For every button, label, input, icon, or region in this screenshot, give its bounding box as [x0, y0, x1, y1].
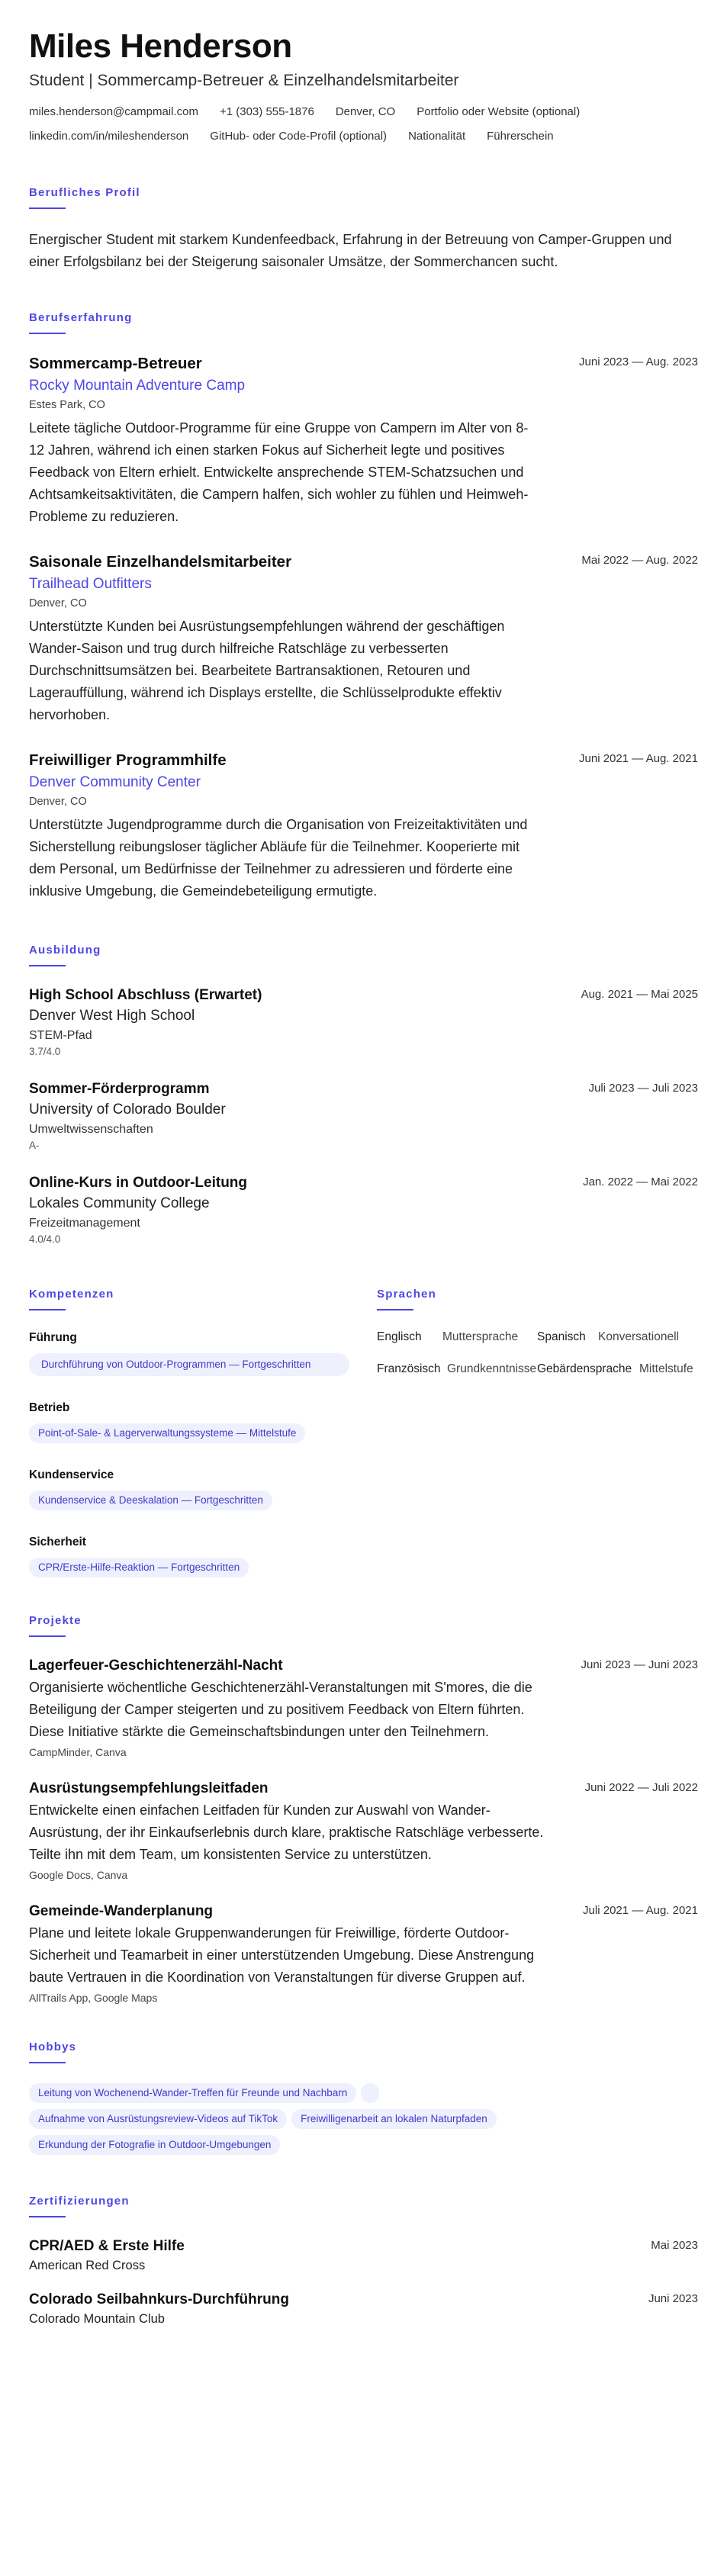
section-title: Zertifizierungen	[29, 2195, 130, 2208]
field-of-study: Freizeitmanagement	[29, 1217, 140, 1230]
certification-entry	[29, 2237, 698, 2274]
certification-issuer: Colorado Mountain Club	[29, 2312, 165, 2326]
education-date: Juli 2023 — Juli 2023	[588, 1082, 698, 1095]
project-date: Juni 2023 — Juni 2023	[581, 1658, 698, 1671]
projects-section	[29, 1614, 698, 2005]
certification-date: Mai 2023	[651, 2239, 698, 2252]
certification-entry	[29, 2291, 698, 2327]
job-date: Juni 2021 — Aug. 2021	[579, 752, 698, 765]
skill-category: Kundenservice	[29, 1468, 114, 1481]
hobby-chip: Erkundung der Fotografie in Outdoor-Umgebungen	[29, 2135, 280, 2155]
section-divider	[29, 2062, 66, 2063]
certification-date: Juni 2023	[648, 2292, 698, 2305]
experience-entry	[29, 751, 698, 902]
degree-title: Sommer-Förderprogramm	[29, 1081, 210, 1097]
education-entry	[29, 1080, 698, 1153]
section-divider	[29, 333, 66, 334]
job-employer: Trailhead Outfitters	[29, 576, 152, 592]
section-title: Projekte	[29, 1614, 82, 1627]
section-divider	[29, 965, 66, 966]
education-date: Jan. 2022 — Mai 2022	[583, 1175, 698, 1188]
experience-entry	[29, 552, 698, 726]
section-title: Ausbildung	[29, 944, 101, 957]
degree-title: Online-Kurs in Outdoor-Leitung	[29, 1175, 248, 1191]
section-title: Kompetenzen	[29, 1288, 114, 1301]
project-entry	[29, 1902, 698, 2005]
contact-github[interactable]: GitHub- oder Code-Profil (optional)	[210, 130, 388, 143]
language-name: Französisch	[377, 1362, 441, 1375]
project-description: Entwickelte einen einfachen Leitfaden für Kunden zur Auswahl von Wander-Ausrüstung, der ihr Einkaufserlebnis durch klare, praktische Ratschläge verbesserte. Teilte ihn mit dem Team, um konsistenten Service zu unterstützen.	[29, 1803, 544, 1862]
section-title: Hobbys	[29, 2041, 77, 2053]
language-name: Gebärdensprache	[537, 1362, 632, 1375]
skill-category: Sicherheit	[29, 1536, 86, 1548]
skills-column	[29, 1288, 377, 1584]
education-section	[29, 944, 698, 1246]
grade: 3.7/4.0	[29, 1046, 61, 1057]
section-divider	[29, 2216, 66, 2217]
project-date: Juli 2021 — Aug. 2021	[583, 1904, 698, 1917]
section-divider	[29, 1309, 66, 1311]
language-level: Muttersprache	[442, 1330, 519, 1343]
contact-license: Führerschein	[487, 130, 554, 143]
contact-linkedin[interactable]: linkedin.com/in/mileshenderson	[29, 130, 189, 143]
skill-category: Betrieb	[29, 1401, 70, 1414]
language-item	[537, 1362, 697, 1376]
hobbies-section	[29, 2041, 698, 2161]
job-employer: Rocky Mountain Adventure Camp	[29, 378, 246, 394]
project-description: Organisierte wöchentliche Geschichtenerzähl-Veranstaltungen mit S'mores, die die Beteiligung der Camper steigerten und zu positivem Feedback von Eltern führten. Diese Initiative stärkte die Gemeinschaftsbindungen unter den Teilnehmern.	[29, 1680, 532, 1739]
certification-name: Colorado Seilbahnkurs-Durchführung	[29, 2291, 289, 2307]
language-name: Spanisch	[537, 1330, 586, 1343]
project-entry	[29, 1657, 698, 1760]
project-date: Juni 2022 — Juli 2022	[584, 1781, 698, 1794]
experience-section	[29, 311, 698, 902]
job-description: Unterstützte Jugendprogramme durch die Organisation von Freizeitaktivitäten und Sicherstellung reibungsloser täglicher Abläufe für die Teilnehmer. Kooperierte mit dem Personal, um Bedürfnisse der Teilnehmer zu adressieren und förderte eine inklusive Umgebung, die Gemeindebeteiligung ermutigte.	[29, 817, 528, 899]
job-title: Saisonale Einzelhandelsmitarbeiter	[29, 553, 292, 571]
certifications-section	[29, 2195, 698, 2327]
job-location: Denver, CO	[29, 796, 87, 808]
language-level: Grundkenntnisse	[447, 1362, 537, 1375]
contact-email[interactable]: miles.henderson@campmail.com	[29, 105, 198, 118]
skill-group	[29, 1401, 377, 1449]
language-level: Mittelstufe	[639, 1362, 693, 1375]
grade: 4.0/4.0	[29, 1233, 61, 1245]
project-tools: Google Docs, Canva	[29, 1869, 128, 1881]
candidate-name: Miles Henderson	[29, 27, 292, 65]
school-name: University of Colorado Boulder	[29, 1101, 226, 1118]
skill-chip: Kundenservice & Deeskalation — Fortgeschritten	[29, 1491, 272, 1510]
profile-summary: Energischer Student mit starkem Kundenfeedback, Erfahrung in der Betreuung von Camper-Gruppen und einer Erfolgsbilanz bei der Steigerung saisonaler Umsätze, der Sommerchancen sucht.	[29, 232, 672, 269]
contact-nationality: Nationalität	[408, 130, 466, 143]
section-title: Berufliches Profil	[29, 186, 140, 199]
job-title: Sommercamp-Betreuer	[29, 355, 202, 372]
job-description: Leitete tägliche Outdoor-Programme für eine Gruppe von Campern im Alter von 8-12 Jahren, während ich einen starken Fokus auf Sicherheit legte und positives Feedback von Eltern erhielt. Entwickelte ansprechende STEM-Schatzsuchen und Achtsamkeitsaktivitäten, die Campern halfen, sich wohler zu fühlen und Heimweh-Probleme zu reduzieren.	[29, 420, 529, 524]
project-description: Plane und leitete lokale Gruppenwanderungen für Freiwillige, förderte Outdoor-Sicherheit und Teamarbeit in einer unterstützenden Umgebung. Diese Anstrengung baute Vertrauen in die Koordination von Veranstaltungen für diverse Gruppen auf.	[29, 1925, 535, 1985]
school-name: Lokales Community College	[29, 1195, 210, 1211]
project-tools: CampMinder, Canva	[29, 1746, 127, 1758]
language-item	[377, 1362, 537, 1376]
job-location: Denver, CO	[29, 597, 87, 609]
project-entry	[29, 1780, 698, 1883]
skill-group	[29, 1330, 377, 1382]
contact-portfolio[interactable]: Portfolio oder Website (optional)	[417, 105, 581, 118]
skill-chip: Durchführung von Outdoor-Programmen — Fortgeschritten	[29, 1353, 349, 1376]
job-date: Mai 2022 — Aug. 2022	[581, 554, 698, 567]
skill-group	[29, 1468, 377, 1516]
skills-languages-section	[29, 1288, 698, 1584]
job-date: Juni 2023 — Aug. 2023	[579, 355, 698, 368]
skill-category: Führung	[29, 1331, 77, 1344]
skill-group	[29, 1535, 377, 1584]
certification-name: CPR/AED & Erste Hilfe	[29, 2238, 185, 2254]
project-tools: AllTrails App, Google Maps	[29, 1992, 158, 2004]
section-divider	[377, 1309, 413, 1311]
profile-section	[29, 186, 698, 273]
section-title: Berufserfahrung	[29, 311, 133, 324]
school-name: Denver West High School	[29, 1008, 195, 1024]
resume-header	[29, 26, 698, 143]
section-divider	[29, 1635, 66, 1637]
language-list	[377, 1330, 698, 1376]
job-title: Freiwilliger Programmhilfe	[29, 751, 227, 769]
language-name: Englisch	[377, 1330, 422, 1343]
hobby-list	[29, 2083, 624, 2161]
hobby-chip-spacer-row	[361, 2083, 379, 2103]
candidate-headline: Student | Sommercamp-Betreuer & Einzelhandelsmitarbeiter	[29, 72, 459, 89]
education-entry	[29, 1174, 698, 1246]
contact-location: Denver, CO	[335, 105, 396, 118]
languages-column	[377, 1288, 698, 1584]
education-entry	[29, 986, 698, 1059]
skill-chip: CPR/Erste-Hilfe-Reaktion — Fortgeschritten	[29, 1558, 249, 1577]
field-of-study: STEM-Pfad	[29, 1029, 92, 1042]
grade: A-	[29, 1140, 40, 1151]
education-date: Aug. 2021 — Mai 2025	[581, 988, 698, 1001]
language-level: Konversationell	[598, 1330, 679, 1343]
job-description: Unterstützte Kunden bei Ausrüstungsempfehlungen während der geschäftigen Wander-Saison und trug durch hilfreiche Ratschläge zu verbesserten Durchschnittsumsätzen bei. Bearbeitete Bartransaktionen, Retouren und Lagerauffüllung, während ich Displays erstellte, die Schlüsselprodukte effektiv hervorhoben.	[29, 619, 505, 722]
project-name: Lagerfeuer-Geschichtenerzähl-Nacht	[29, 1658, 283, 1674]
project-name: Gemeinde-Wanderplanung	[29, 1903, 214, 1919]
contact-list	[29, 105, 698, 143]
job-employer: Denver Community Center	[29, 774, 201, 790]
section-title: Sprachen	[377, 1288, 436, 1301]
contact-phone[interactable]: +1 (303) 555-1876	[219, 105, 314, 118]
language-item	[377, 1330, 537, 1344]
hobby-chip: Aufnahme von Ausrüstungsreview-Videos auf TikTok	[29, 2109, 287, 2129]
degree-title: High School Abschluss (Erwartet)	[29, 987, 262, 1003]
section-divider	[29, 207, 66, 209]
skill-chip: Point-of-Sale- & Lagerverwaltungssysteme — Mittelstufe	[29, 1423, 305, 1443]
experience-entry	[29, 354, 698, 528]
field-of-study: Umweltwissenschaften	[29, 1123, 153, 1136]
certification-issuer: American Red Cross	[29, 2259, 146, 2272]
hobby-chip: Freiwilligenarbeit an lokalen Naturpfaden	[291, 2109, 497, 2129]
language-item	[537, 1330, 697, 1344]
hobby-chip: Leitung von Wochenend-Wander-Treffen für Freunde und Nachbarn	[29, 2083, 356, 2103]
project-name: Ausrüstungsempfehlungsleitfaden	[29, 1780, 269, 1796]
job-location: Estes Park, CO	[29, 399, 105, 411]
